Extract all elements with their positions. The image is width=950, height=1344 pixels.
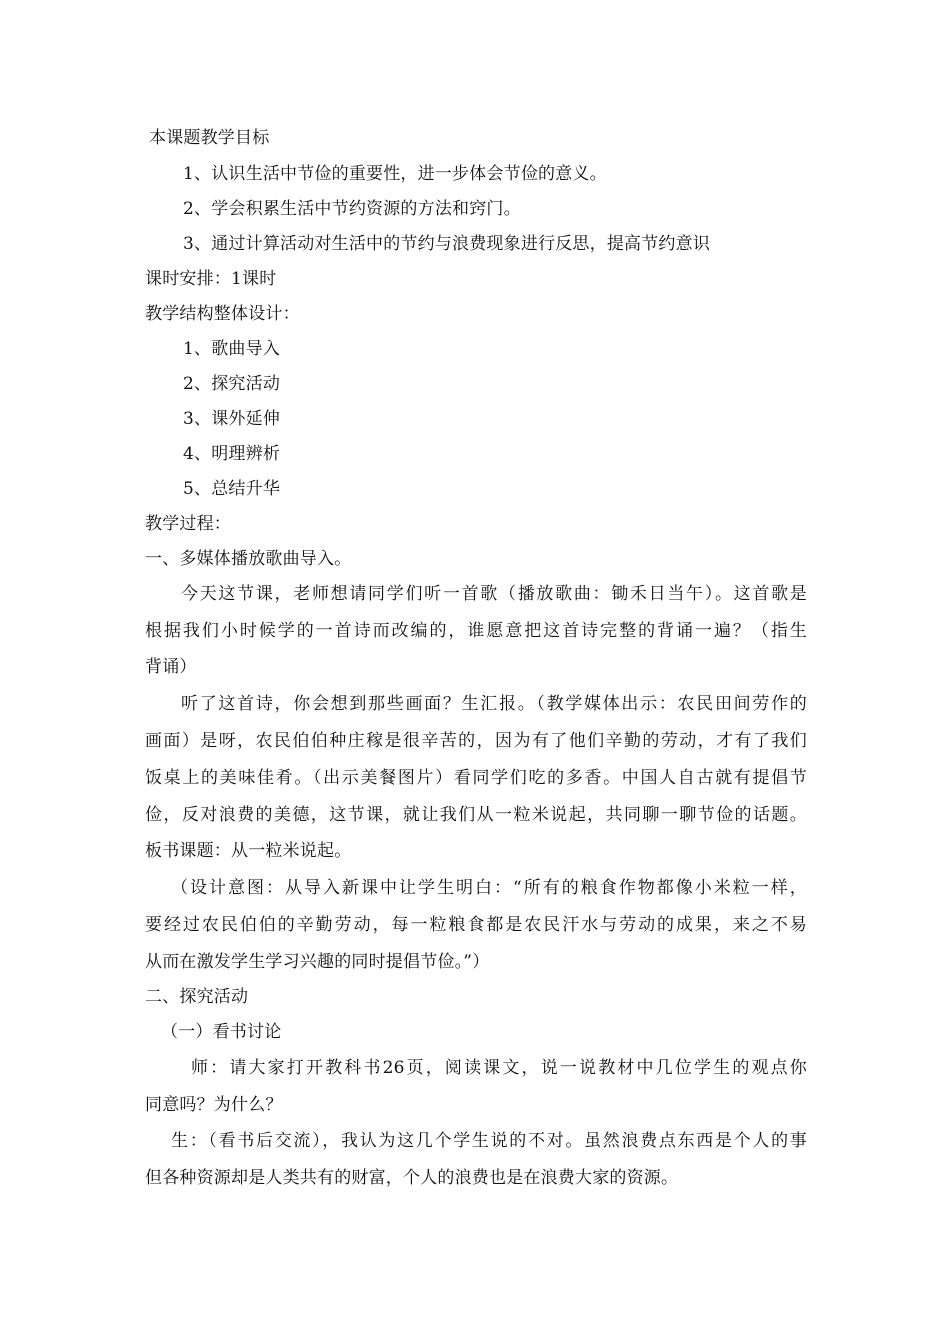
- structure-item: 3、课外延伸: [183, 409, 281, 429]
- section-title: 二、探究活动: [145, 987, 249, 1007]
- structure-item: 2、探究活动: [183, 374, 281, 394]
- paragraph-line: 板书课题：从一粒米说起。: [145, 841, 352, 861]
- paragraph-line: 同意吗？为什么？: [145, 1095, 283, 1115]
- objective-item: 3、通过计算活动对生活中的节约与浪费现象进行反思，提高节约意识: [183, 234, 711, 254]
- paragraph-line: 俭，反对浪费的美德，这节课，就让我们从一粒米说起，共同聊一聊节俭的话题。: [145, 805, 807, 825]
- section-title: 一、多媒体播放歌曲导入。: [145, 549, 352, 569]
- paragraph-line: 要经过农民伯伯的辛勤劳动，每一粒粮食都是农民汗水与劳动的成果，来之不易: [145, 915, 807, 935]
- paragraph-line: 画面）是呀，农民伯伯种庄稼是很辛苦的，因为有了他们辛勤的劳动，才有了我们: [145, 731, 807, 751]
- paragraph-line: 饭桌上的美味佳肴。（出示美餐图片）看同学们吃的多香。中国人自古就有提倡节: [145, 768, 807, 788]
- structure-item: 1、歌曲导入: [183, 339, 281, 359]
- paragraph-line: 根据我们小时候学的一首诗而改编的，谁愿意把这首诗完整的背诵一遍？（指生: [145, 621, 807, 641]
- paragraph-line: 今天这节课，老师想请同学们听一首歌（播放歌曲：锄禾日当午）。这首歌是: [181, 584, 807, 604]
- structure-item: 4、明理辨析: [183, 444, 281, 464]
- paragraph-line: 听了这首诗，你会想到那些画面？生汇报。（教学媒体出示：农民田间劳作的: [181, 694, 807, 714]
- paragraph-line: 背诵）: [145, 657, 197, 677]
- paragraph-line: 生：（看书后交流），我认为这几个学生说的不对。虽然浪费点东西是个人的事: [171, 1131, 807, 1151]
- paragraph-line: 但各种资源却是人类共有的财富，个人的浪费也是在浪费大家的资源。: [145, 1168, 679, 1188]
- paragraph-line: 师：请大家打开教科书26页，阅读课文，说一说教材中几位学生的观点你: [191, 1058, 807, 1078]
- objective-item: 1、认识生活中节俭的重要性，进一步体会节俭的意义。: [183, 164, 607, 184]
- process-heading: 教学过程：: [145, 514, 231, 534]
- paragraph-line: 从而在激发学生学习兴趣的同时提倡节俭。”）: [145, 952, 490, 972]
- paragraph-line: （设计意图：从导入新课中让学生明白：“所有的粮食作物都像小米粒一样，: [171, 878, 807, 898]
- schedule-line: 课时安排：1课时: [145, 269, 277, 289]
- objective-item: 2、学会积累生活中节约资源的方法和窍门。: [183, 199, 521, 219]
- structure-heading: 教学结构整体设计：: [145, 304, 300, 324]
- subsection-title: （一）看书讨论: [161, 1022, 282, 1042]
- objectives-heading: 本课题教学目标: [149, 128, 270, 148]
- structure-item: 5、总结升华: [183, 479, 281, 499]
